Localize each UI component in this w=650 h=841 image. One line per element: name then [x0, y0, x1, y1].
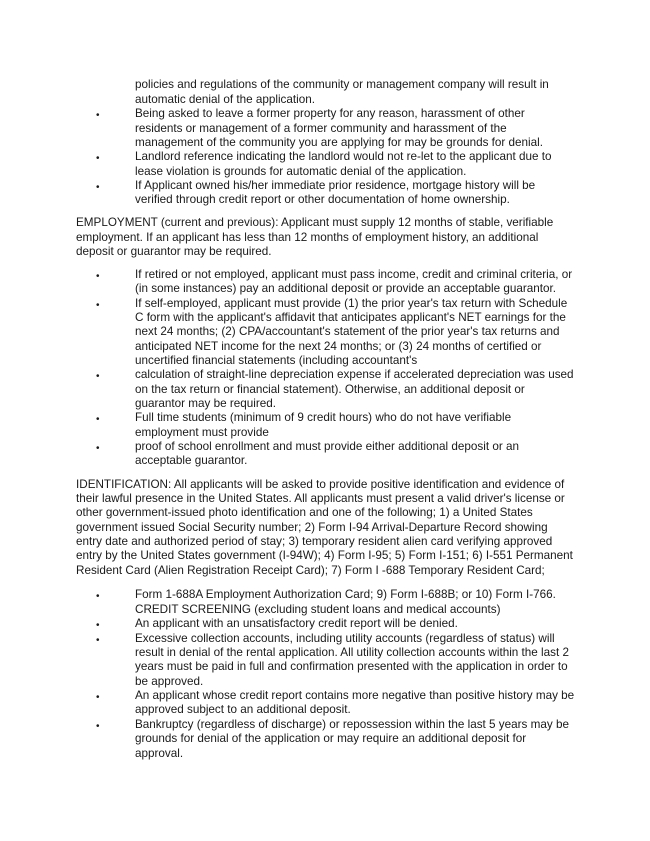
- paragraph-line: Resident Card (Alien Registration Receipt Card); 7) Form I -688 Temporary Resident Card;: [76, 564, 545, 577]
- bullet-icon: •: [96, 591, 100, 602]
- list-item-line: calculation of straight-line depreciation expense if accelerated depreciation was used: [135, 368, 574, 381]
- list-item-line: employment must provide: [135, 426, 269, 439]
- list-item-line: result in denial of the rental application. All utility collection accounts within the last 2: [135, 646, 569, 659]
- bullet-icon: •: [96, 414, 100, 425]
- employment-heading-line: EMPLOYMENT (current and previous): Applicant must supply 12 months of stable, verifiable: [76, 216, 554, 229]
- text-line: automatic denial of the application.: [135, 93, 315, 106]
- bullet-icon: •: [96, 443, 100, 454]
- paragraph-line: deposit or guarantor may be required.: [76, 245, 272, 258]
- bullet-icon: •: [96, 110, 100, 121]
- bullet-icon: •: [96, 371, 100, 382]
- list-item-line: Landlord reference indicating the landlord would not re-let to the applicant due to: [135, 150, 552, 163]
- list-item-line: Form 1-688A Employment Authorization Card; 9) Form I-688B; or 10) Form I-766.: [135, 588, 556, 601]
- paragraph-line: entry date and authorized period of stay; 3) temporary resident alien card verifying approved: [76, 535, 553, 548]
- list-item-line: guarantor may be required.: [135, 397, 276, 410]
- paragraph-line: other government-issued photo identification and one of the following; 1) a United States: [76, 506, 533, 519]
- paragraph-line: employment. If an applicant has less than 12 months of employment history, an additional: [76, 231, 539, 244]
- list-item-line: be approved.: [135, 675, 204, 688]
- list-item-line: next 24 months; (2) CPA/accountant's statement of the prior year's tax returns and: [135, 325, 560, 338]
- list-item-line: years must be paid in full and confirmation presented with the application in order to: [135, 660, 568, 673]
- identification-heading-line: IDENTIFICATION: All applicants will be asked to provide positive identification and evidence of: [76, 478, 565, 491]
- list-item-line: on the tax return or financial statement). Otherwise, an additional deposit or: [135, 383, 525, 396]
- bullet-icon: •: [96, 692, 100, 703]
- list-item-line: approval.: [135, 747, 184, 760]
- list-item-line: Bankruptcy (regardless of discharge) or repossession within the last 5 years may be: [135, 718, 569, 731]
- paragraph-line: their lawful presence in the United States. All applicants must present a valid driver's license or: [76, 492, 565, 505]
- bullet-icon: •: [96, 271, 100, 282]
- list-item-line: Excessive collection accounts, including utility accounts (regardless of status) will: [135, 632, 555, 645]
- list-item-line: lease violation is grounds for automatic denial of the application.: [135, 165, 467, 178]
- bullet-icon: •: [96, 153, 100, 164]
- bullet-icon: •: [96, 620, 100, 631]
- list-item-line: If retired or not employed, applicant must pass income, credit and criminal criteria, or: [135, 268, 573, 281]
- list-item-line: C form with the applicant's affidavit that anticipates applicant's NET earnings for the: [135, 311, 566, 324]
- credit-screening-heading-line: CREDIT SCREENING (excluding student loans and medical accounts): [135, 603, 501, 616]
- list-item-line: acceptable guarantor.: [135, 454, 248, 467]
- list-item-line: Being asked to leave a former property for any reason, harassment of other: [135, 107, 525, 120]
- list-item-line: Full time students (minimum of 9 credit hours) who do not have verifiable: [135, 411, 512, 424]
- list-item-line: An applicant with an unsatisfactory credit report will be denied.: [135, 617, 458, 630]
- list-item-line: (in some instances) pay an additional deposit or provide an acceptable guarantor.: [135, 282, 557, 295]
- list-item-line: proof of school enrollment and must provide either additional deposit or an: [135, 440, 519, 453]
- list-item-line: management of the community you are applying for may be grounds for denial.: [135, 136, 543, 149]
- paragraph-line: government issued Social Security number; 2) Form I-94 Arrival-Departure Record showing: [76, 521, 548, 534]
- bullet-icon: •: [96, 300, 100, 311]
- list-item-line: If self-employed, applicant must provide (1) the prior year's tax return with Schedule: [135, 297, 568, 310]
- text-line: policies and regulations of the community or management company will result in: [135, 78, 549, 91]
- list-item-line: verified through credit report or other documentation of home ownership.: [135, 193, 510, 206]
- bullet-icon: •: [96, 635, 100, 646]
- list-item-line: uncertified financial statements (including accountant's: [135, 354, 418, 367]
- list-item-line: If Applicant owned his/her immediate prior residence, mortgage history will be: [135, 179, 536, 192]
- bullet-icon: •: [96, 721, 100, 732]
- paragraph-line: entry by the United States government (I-94W); 4) Form I-95; 5) Form I-151; 6) I-551 Permanent: [76, 549, 573, 562]
- list-item-line: grounds for denial of the application or may require an additional deposit for: [135, 732, 527, 745]
- list-item-line: An applicant whose credit report contains more negative than positive history may be: [135, 689, 575, 702]
- list-item-line: anticipated NET income for the next 24 months; or (3) 24 months of certified or: [135, 340, 542, 353]
- list-item-line: residents or management of a former community and harassment of the: [135, 122, 507, 135]
- bullet-icon: •: [96, 182, 100, 193]
- list-item-line: approved subject to an additional deposit.: [135, 703, 351, 716]
